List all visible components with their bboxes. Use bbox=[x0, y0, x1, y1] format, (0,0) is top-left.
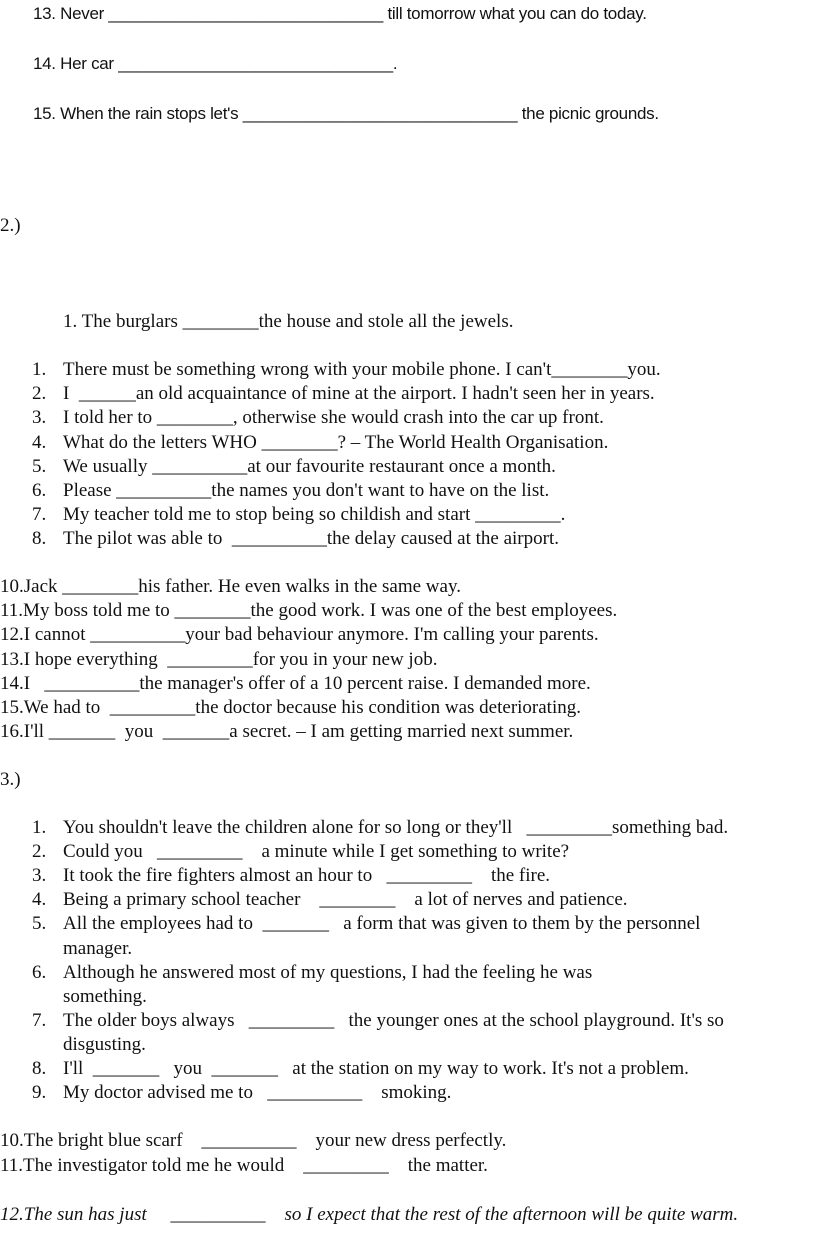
item-number: 6. bbox=[32, 961, 47, 983]
list-item: My teacher told me to stop being so childish and start _________. bbox=[63, 504, 566, 526]
item-number: 5. bbox=[32, 913, 47, 935]
list-item: The older boys always _________ the younger ones at the school playground. It's so bbox=[63, 1009, 724, 1031]
item-number: 7. bbox=[32, 504, 47, 526]
question-14: 14. Her car ______________________________. bbox=[33, 54, 398, 73]
question-13: 13. Never ______________________________ till tomorrow what you can do today. bbox=[33, 4, 647, 23]
list-item: 10.The bright blue scarf __________ your new dress perfectly. bbox=[0, 1130, 507, 1151]
item-number: 3. bbox=[32, 865, 47, 887]
question-15: 15. When the rain stops let's ______________________________ the picnic grounds. bbox=[33, 104, 659, 123]
section-3-question-12: 12.The sun has just __________ so I expect that the rest of the afternoon will be quite warm. bbox=[0, 1204, 739, 1225]
list-item: Please __________the names you don't want to have on the list. bbox=[63, 480, 550, 501]
list-item: I told her to ________, otherwise she would crash into the car up front. bbox=[63, 407, 604, 429]
list-item: 12.I cannot __________your bad behaviour anymore. I'm calling your parents. bbox=[0, 624, 599, 646]
section-3-heading: 3.) bbox=[0, 769, 21, 790]
list-item: My doctor advised me to __________ smoking. bbox=[63, 1082, 452, 1104]
list-item: There must be something wrong with your mobile phone. I can't________you. bbox=[63, 359, 661, 380]
list-item: All the employees had to _______ a form that was given to them by the personnel bbox=[63, 913, 701, 935]
list-item: 13.I hope everything _________for you in your new job. bbox=[0, 648, 438, 670]
list-item: 14.I __________the manager's offer of a 10 percent raise. I demanded more. bbox=[0, 672, 591, 694]
item-number: 8. bbox=[32, 1058, 47, 1079]
list-item: I ______an old acquaintance of mine at the airport. I hadn't seen her in years. bbox=[63, 383, 655, 405]
list-item: What do the letters WHO ________? – The World Health Organisation. bbox=[63, 431, 609, 453]
list-item: disgusting. bbox=[63, 1033, 146, 1055]
list-item: manager. bbox=[63, 937, 133, 959]
item-number: 1. bbox=[32, 359, 47, 380]
list-item: The pilot was able to __________the delay caused at the airport. bbox=[63, 528, 559, 550]
item-number: 5. bbox=[32, 455, 47, 477]
item-number: 9. bbox=[32, 1082, 47, 1104]
list-item: Being a primary school teacher ________ a lot of nerves and patience. bbox=[63, 889, 628, 911]
item-number: 4. bbox=[32, 889, 47, 911]
list-item: Could you _________ a minute while I get something to write? bbox=[63, 841, 570, 863]
item-number: 7. bbox=[32, 1009, 47, 1031]
item-number: 2. bbox=[32, 383, 47, 405]
item-number: 2. bbox=[32, 841, 47, 863]
list-item: Although he answered most of my questions, I had the feeling he was bbox=[63, 961, 593, 983]
list-item: It took the fire fighters almost an hour to _________ the fire. bbox=[63, 865, 551, 887]
list-item: I'll _______ you _______ at the station on my way to work. It's not a problem. bbox=[63, 1058, 689, 1079]
section-2-heading: 2.) bbox=[0, 215, 21, 236]
list-item: 11.The investigator told me he would _________ the matter. bbox=[0, 1154, 488, 1176]
list-item: something. bbox=[63, 985, 147, 1007]
list-item: 10.Jack ________his father. He even walks in the same way. bbox=[0, 576, 461, 597]
item-number: 1. bbox=[32, 817, 47, 838]
item-number: 6. bbox=[32, 480, 47, 501]
item-number: 4. bbox=[32, 431, 47, 453]
item-number: 8. bbox=[32, 528, 47, 550]
item-number: 3. bbox=[32, 407, 47, 429]
list-item: You shouldn't leave the children alone for so long or they'll _________something bad. bbox=[63, 817, 729, 838]
list-item: 11.My boss told me to ________the good work. I was one of the best employees. bbox=[0, 600, 618, 622]
list-item: 16.I'll _______ you _______a secret. – I am getting married next summer. bbox=[0, 721, 574, 743]
list-item: We usually __________at our favourite restaurant once a month. bbox=[63, 455, 556, 477]
section-2-example: 1. The burglars ________the house and stole all the jewels. bbox=[63, 311, 514, 332]
list-item: 15.We had to _________the doctor because his condition was deteriorating. bbox=[0, 697, 581, 718]
